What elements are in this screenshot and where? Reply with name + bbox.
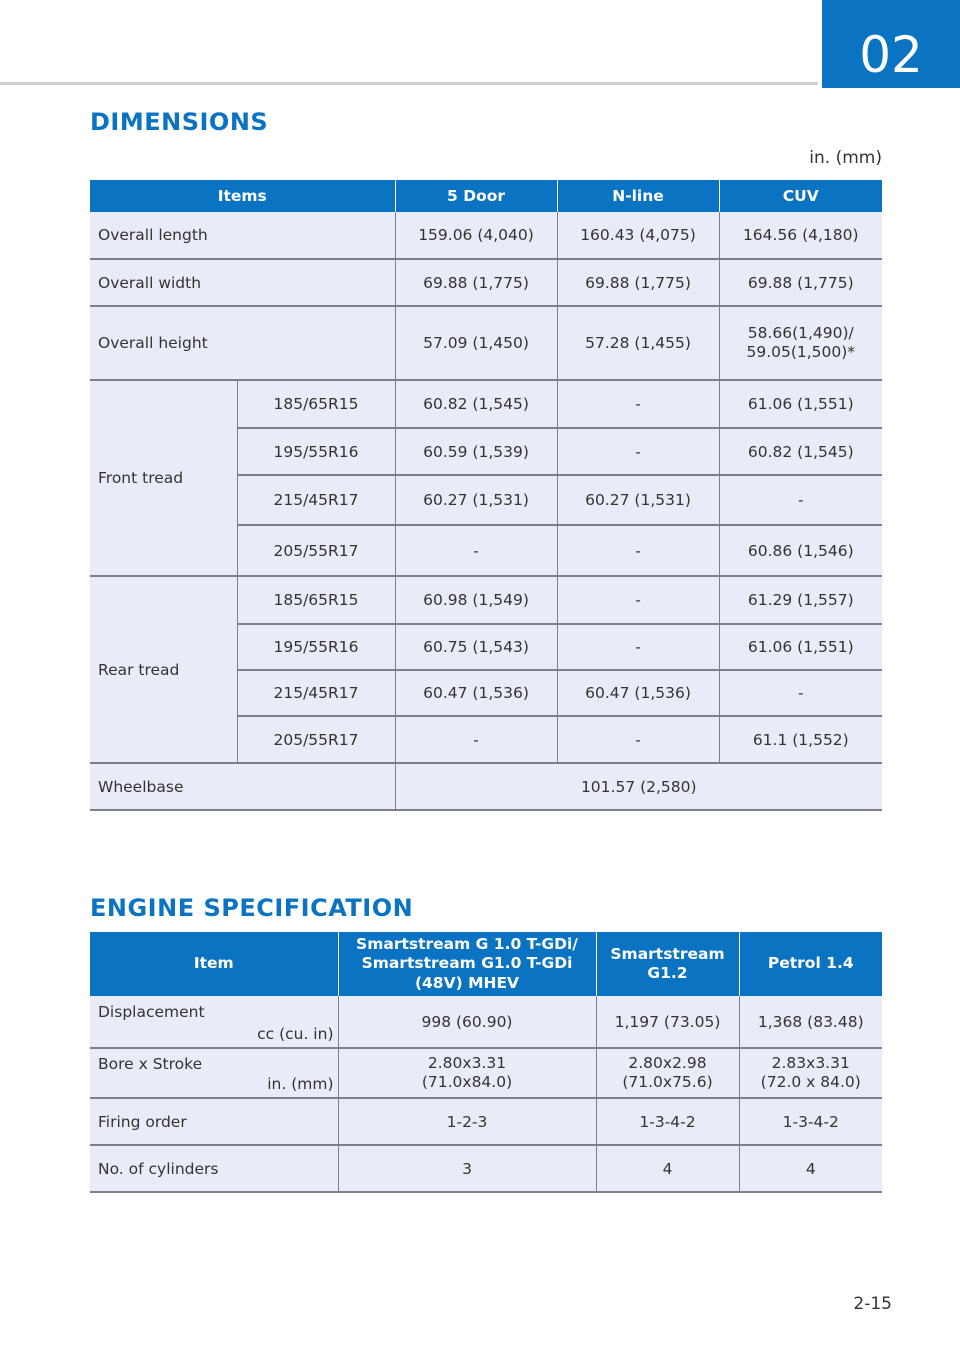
- cell-value: 4: [739, 1145, 882, 1192]
- table-row: [90, 576, 882, 624]
- cell-value: 60.86 (1,546): [719, 525, 882, 576]
- rear-tread-label: Rear tread: [90, 576, 237, 763]
- header-item: Item: [90, 932, 338, 996]
- cell-value: 60.98 (1,549): [395, 576, 557, 624]
- chapter-tab: 02: [822, 0, 960, 88]
- cell-value: 60.59 (1,539): [395, 428, 557, 475]
- cell-value: 2.80x2.98 (71.0x75.6): [596, 1048, 739, 1098]
- dimensions-title: DIMENSIONS: [90, 108, 269, 136]
- cell-value: 3: [338, 1145, 596, 1192]
- dimensions-unit-note: in. (mm): [809, 148, 882, 168]
- tire-size: 215/45R17: [237, 670, 395, 716]
- cell-value: 61.06 (1,551): [719, 624, 882, 670]
- header-rule: [0, 82, 818, 85]
- wheelbase-value: 101.57 (2,580): [395, 763, 882, 810]
- cell-value: -: [395, 716, 557, 763]
- cell-value: -: [719, 670, 882, 716]
- tire-size: 195/55R16: [237, 428, 395, 475]
- cell-value: 61.06 (1,551): [719, 380, 882, 428]
- cell-value: 1-3-4-2: [596, 1098, 739, 1145]
- cell-value: -: [557, 525, 719, 576]
- table-row: [90, 763, 882, 810]
- cell-value: -: [557, 380, 719, 428]
- row-label: Overall length: [90, 212, 395, 259]
- tire-size: 215/45R17: [237, 475, 395, 525]
- cell-value: 4: [596, 1145, 739, 1192]
- cell-value: 57.28 (1,455): [557, 306, 719, 380]
- cell-value: 60.82 (1,545): [719, 428, 882, 475]
- cell-value: 61.1 (1,552): [719, 716, 882, 763]
- row-label: Bore x Stroke: [98, 1055, 203, 1073]
- cell-value: -: [557, 624, 719, 670]
- cell-value: 69.88 (1,775): [395, 259, 557, 306]
- table-row: [90, 1145, 882, 1192]
- row-label: Firing order: [90, 1098, 338, 1145]
- cell-value: 160.43 (4,075): [557, 212, 719, 259]
- front-tread-label: Front tread: [90, 380, 237, 576]
- cell-value: -: [557, 428, 719, 475]
- row-unit: cc (cu. in): [257, 1024, 334, 1043]
- cell-value: 164.56 (4,180): [719, 212, 882, 259]
- tire-size: 195/55R16: [237, 624, 395, 670]
- row-unit: in. (mm): [267, 1075, 334, 1093]
- header-items: Items: [90, 180, 395, 212]
- cell-value: 57.09 (1,450): [395, 306, 557, 380]
- cell-value: 60.27 (1,531): [395, 475, 557, 525]
- cell-value: 60.82 (1,545): [395, 380, 557, 428]
- cell-value: 60.47 (1,536): [395, 670, 557, 716]
- row-label: Overall height: [90, 306, 395, 380]
- tire-size: 205/55R17: [237, 525, 395, 576]
- header-cuv: CUV: [719, 180, 882, 212]
- tire-size: 185/65R15: [237, 380, 395, 428]
- cell-value: 60.27 (1,531): [557, 475, 719, 525]
- cell-value: 1-3-4-2: [739, 1098, 882, 1145]
- cell-value: 2.83x3.31 (72.0 x 84.0): [739, 1048, 882, 1098]
- cell-value: 1,197 (73.05): [596, 996, 739, 1048]
- row-label-cell: [90, 996, 338, 1048]
- cell-value: 2.80x3.31 (71.0x84.0): [338, 1048, 596, 1098]
- cell-value: 60.75 (1,543): [395, 624, 557, 670]
- header-petrol-14: Petrol 1.4: [739, 932, 882, 996]
- cell-value: -: [557, 716, 719, 763]
- cell-value: 58.66(1,490)/ 59.05(1,500)*: [719, 306, 882, 380]
- row-label: No. of cylinders: [90, 1145, 338, 1192]
- table-row: [90, 212, 882, 259]
- cell-value: -: [557, 576, 719, 624]
- table-row: [90, 259, 882, 306]
- cell-value: 1,368 (83.48): [739, 996, 882, 1048]
- cell-value: 69.88 (1,775): [557, 259, 719, 306]
- dimensions-header-row: [90, 180, 882, 212]
- table-row: [90, 306, 882, 380]
- cell-value: 159.06 (4,040): [395, 212, 557, 259]
- row-label-cell: [90, 1048, 338, 1098]
- header-smartstream-g10: Smartstream G 1.0 T-GDi/ Smartstream G1.0 T-GDi (48V) MHEV: [338, 932, 596, 996]
- engine-title: ENGINE SPECIFICATION: [90, 894, 414, 922]
- tire-size: 205/55R17: [237, 716, 395, 763]
- row-label: Overall width: [90, 259, 395, 306]
- page-number: 2-15: [853, 1294, 892, 1314]
- cell-value: 60.47 (1,536): [557, 670, 719, 716]
- table-row: [90, 380, 882, 428]
- table-row: [90, 1048, 882, 1098]
- cell-value: 69.88 (1,775): [719, 259, 882, 306]
- cell-value: -: [719, 475, 882, 525]
- cell-value: 998 (60.90): [338, 996, 596, 1048]
- engine-table: [90, 932, 882, 1193]
- table-row: [90, 1098, 882, 1145]
- table-row: [90, 996, 882, 1048]
- header-5door: 5 Door: [395, 180, 557, 212]
- row-label: Displacement: [98, 1002, 205, 1021]
- engine-header-row: [90, 932, 882, 996]
- header-smartstream-g12: Smartstream G1.2: [596, 932, 739, 996]
- wheelbase-label: Wheelbase: [90, 763, 395, 810]
- cell-value: 61.29 (1,557): [719, 576, 882, 624]
- cell-value: -: [395, 525, 557, 576]
- header-nline: N-line: [557, 180, 719, 212]
- tire-size: 185/65R15: [237, 576, 395, 624]
- dimensions-table: [90, 180, 882, 811]
- cell-value: 1-2-3: [338, 1098, 596, 1145]
